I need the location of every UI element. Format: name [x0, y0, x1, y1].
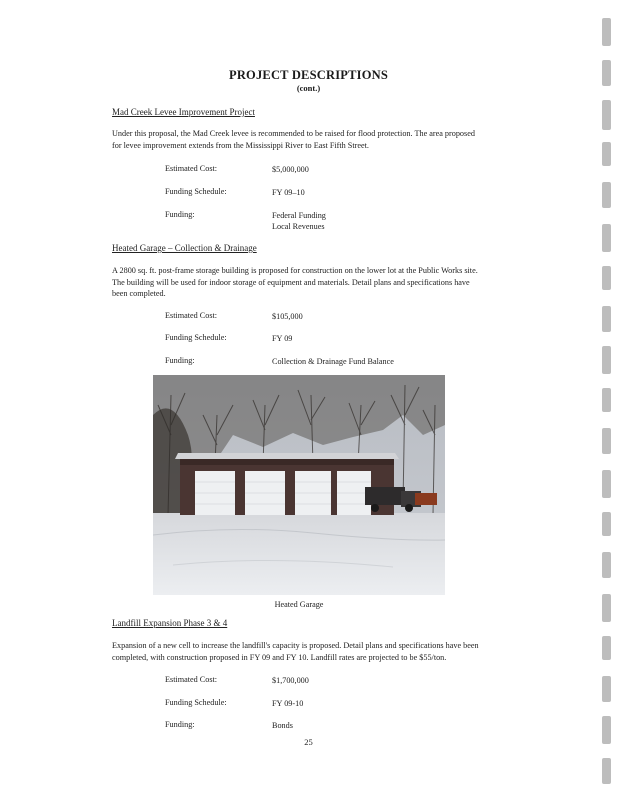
binder-tab	[602, 676, 611, 702]
binder-tab	[602, 224, 611, 252]
photo-caption: Heated Garage	[274, 600, 324, 609]
funding-schedule-label: Funding Schedule:	[165, 333, 227, 342]
funding-schedule-label: Funding Schedule:	[165, 187, 227, 196]
binder-tab	[602, 594, 611, 622]
estimated-cost-label: Estimated Cost:	[165, 164, 218, 173]
section-text-landfill	[112, 640, 562, 663]
funding-line: Federal Funding	[272, 211, 326, 220]
binder-tab	[602, 470, 611, 498]
estimated-cost-value: $5,000,000	[272, 165, 309, 174]
funding-label: Funding:	[165, 210, 195, 219]
binder-tab	[602, 758, 611, 784]
binder-tab	[602, 142, 611, 166]
heated-garage-photo	[153, 375, 445, 595]
text-line: for levee improvement extends from the Mississippi River to East Fifth Street.	[112, 140, 369, 150]
binder-tab	[602, 182, 611, 208]
text-line: A 2800 sq. ft. post-frame storage building is proposed for construction on the lower lot at the Public Works site.	[112, 266, 478, 275]
binder-tab	[602, 266, 611, 290]
funding-schedule-value: FY 09-10	[272, 699, 304, 708]
text-line: Under this proposal, the Mad Creek levee is recommended to be raised for flood protection. The area proposed	[112, 129, 475, 138]
binder-tab	[602, 716, 611, 744]
binder-tab	[602, 60, 611, 86]
estimated-cost-value: $1,700,000	[272, 676, 309, 685]
text-line: completed, with construction proposed in FY 09 and FY 10. Landfill rates are projected to be $55/ton.	[112, 652, 447, 662]
binder-tab	[602, 346, 611, 374]
funding-label: Funding:	[165, 356, 195, 365]
text-line: Expansion of a new cell to increase the landfill's capacity is proposed. Detail plans and specifications have been	[112, 641, 479, 650]
binder-tab	[602, 428, 611, 454]
page-subtitle: (cont.)	[296, 83, 321, 93]
funding-schedule-value: FY 09–10	[272, 188, 305, 197]
funding-line: Bonds	[272, 721, 293, 730]
binder-tab	[602, 306, 611, 332]
binder-tab	[602, 512, 611, 536]
section-text-heated-garage	[112, 265, 562, 300]
funding-value	[272, 210, 326, 232]
funding-schedule-value: FY 09	[272, 334, 293, 343]
binder-tab	[602, 552, 611, 578]
estimated-cost-value: $105,000	[272, 312, 303, 321]
page-title: PROJECT DESCRIPTIONS	[228, 68, 388, 82]
funding-line: Collection & Drainage Fund Balance	[272, 357, 394, 366]
section-heading-landfill: Landfill Expansion Phase 3 & 4	[112, 618, 228, 628]
binder-edge	[597, 0, 611, 800]
funding-line: Local Revenues	[272, 222, 325, 231]
section-heading-heated-garage: Heated Garage – Collection & Drainage	[112, 243, 257, 253]
binder-tab	[602, 100, 611, 130]
binder-tab	[602, 636, 611, 660]
text-line: been completed.	[112, 289, 166, 298]
binder-tab	[602, 388, 611, 412]
funding-schedule-label: Funding Schedule:	[165, 698, 227, 707]
estimated-cost-label: Estimated Cost:	[165, 311, 218, 320]
section-heading-mad-creek: Mad Creek Levee Improvement Project	[112, 107, 255, 117]
funding-value	[272, 720, 293, 731]
estimated-cost-label: Estimated Cost:	[165, 675, 218, 684]
text-line: The building will be used for indoor storage of equipment and materials. Detail plans and specifications have	[112, 277, 470, 287]
binder-tab	[602, 18, 611, 46]
section-text-mad-creek	[112, 128, 562, 151]
funding-label: Funding:	[165, 720, 195, 729]
page-number: 25	[304, 737, 313, 747]
funding-value	[272, 356, 394, 367]
